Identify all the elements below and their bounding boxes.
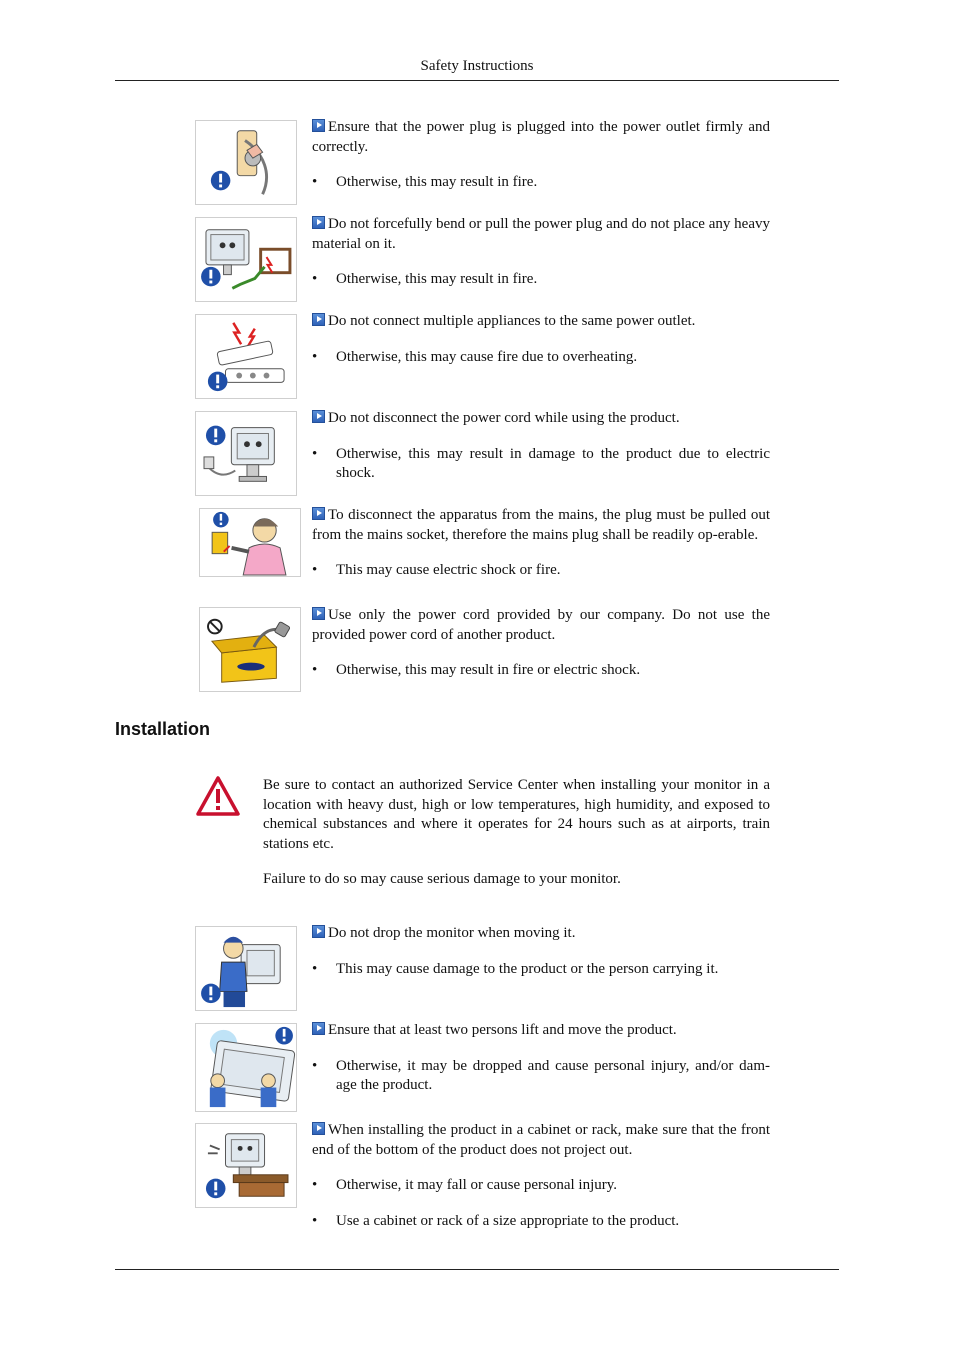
illustration-cabinet-rack — [195, 1123, 297, 1208]
bullet-item: • Otherwise, this may result in fire or electric shock. — [312, 661, 770, 681]
blue-arrow-icon — [312, 1022, 325, 1035]
bullet-item: • Otherwise, it may be dropped and cause personal injury, and/or dam-age the product. — [312, 1057, 770, 1096]
item-6-text: Use only the power cord provided by our company. Do not use the provided power cord of another product. • Otherwise, this may result in fire or electric shock. — [312, 606, 770, 697]
illustration-two-persons-lift — [195, 1023, 297, 1112]
footer-rule — [115, 1269, 839, 1270]
blue-arrow-icon — [312, 119, 325, 132]
installation-warning-text: Be sure to contact an authorized Service Center when installing your monitor in a location with heavy dust, high or low temperatures, high humidity, and exposed to chemical substances and where it operates for 24 hours such as at airports, train stations etc. Failure to do so may cause serious damage to your monitor. — [263, 777, 770, 887]
illustration-mains-socket — [199, 508, 301, 577]
blue-arrow-icon — [312, 216, 325, 229]
blue-arrow-icon — [312, 607, 325, 620]
install-item-1-text: Do not drop the monitor when moving it. • This may cause damage to the product or the person carrying it. — [312, 924, 770, 995]
bullet-item: • This may cause damage to the product or the person carrying it. — [312, 960, 770, 980]
install-item-2-text: Ensure that at least two persons lift and move the product. • Otherwise, it may be dropped and cause personal injury, and/or dam-age the product. — [312, 1021, 770, 1112]
item-5-text: To disconnect the apparatus from the mains, the plug must be pulled out from the mains socket, therefore the mains plug shall be readily op-erable. • This may cause electric shock or fire. — [312, 506, 770, 597]
blue-arrow-icon — [312, 1122, 325, 1135]
illustration-bent-plug — [195, 217, 297, 302]
illustration-power-cord-box — [199, 607, 301, 692]
blue-arrow-icon — [312, 925, 325, 938]
bullet-item: • Otherwise, this may result in damage to the product due to electric shock. — [312, 445, 770, 484]
header-rule — [115, 80, 839, 81]
blue-arrow-icon — [312, 410, 325, 423]
page-header-title: Safety Instructions — [420, 58, 534, 74]
bullet-item: • Otherwise, it may fall or cause personal injury. — [312, 1176, 770, 1196]
bullet-item: • Otherwise, this may result in fire. — [312, 173, 770, 193]
blue-arrow-icon — [312, 507, 325, 520]
item-2-text: Do not forcefully bend or pull the power plug and do not place any heavy material on it. • Otherwise, this may result in fire. — [312, 215, 770, 306]
item-4-text: Do not disconnect the power cord while using the product. • Otherwise, this may result in damage to the product due to electric shock. — [312, 409, 770, 500]
install-item-3-text: When installing the product in a cabinet or rack, make sure that the front end of the bottom of the product does not project out. • Otherwise, it may fall or cause personal injury. • Use a cabinet or rack of a size appropriate to the product. — [312, 1121, 770, 1247]
illustration-disconnect-cord — [195, 411, 297, 496]
bullet-item: • Use a cabinet or rack of a size appropriate to the product. — [312, 1212, 770, 1232]
item-3-text: Do not connect multiple appliances to the same power outlet. • Otherwise, this may cause fire due to overheating. — [312, 312, 770, 383]
bullet-item: • This may cause electric shock or fire. — [312, 561, 770, 581]
section-heading-installation: Installation — [115, 719, 211, 739]
warning-triangle-icon — [196, 776, 240, 816]
illustration-drop-monitor — [195, 926, 297, 1011]
illustration-plug-firmly — [195, 120, 297, 205]
item-1-text: Ensure that the power plug is plugged into the power outlet firmly and correctly. • Otherwise, this may result in fire. — [312, 118, 770, 209]
bullet-item: • Otherwise, this may cause fire due to overheating. — [312, 348, 770, 368]
bullet-item: • Otherwise, this may result in fire. — [312, 270, 770, 290]
illustration-multiple-plugs — [195, 314, 297, 399]
blue-arrow-icon — [312, 313, 325, 326]
